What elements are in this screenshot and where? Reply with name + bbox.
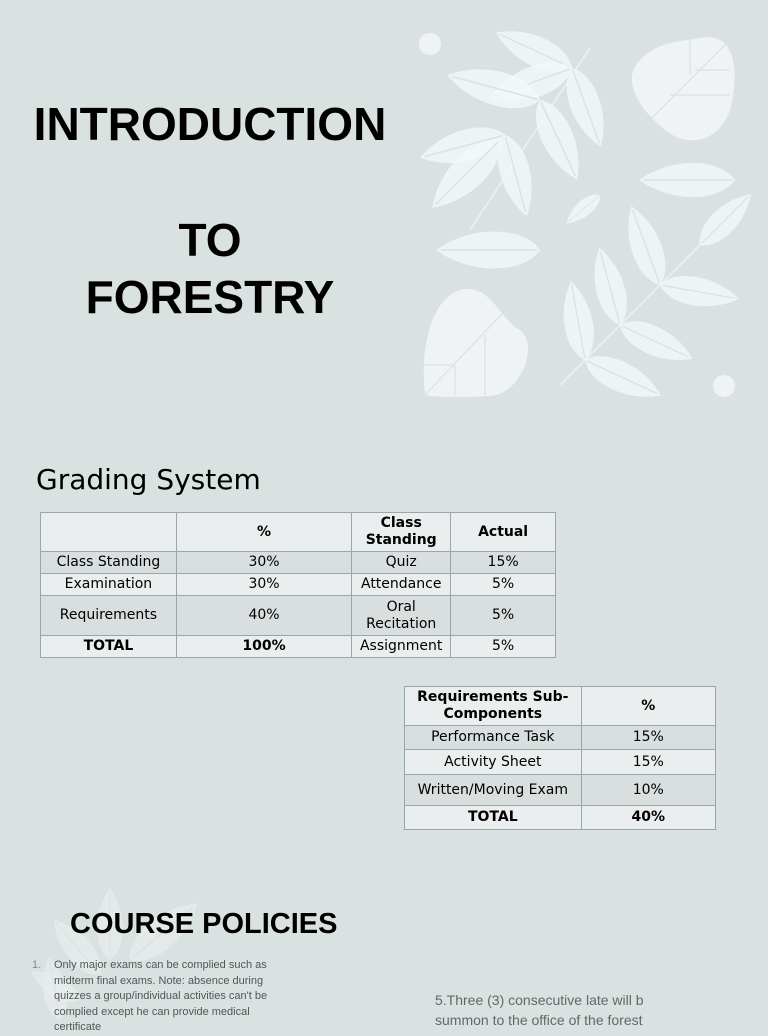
policy-item-5: 5.Three (3) consecutive late will b summon to the office of the forest [435, 992, 644, 1028]
table-cell: 40% [581, 806, 715, 830]
table-row [41, 552, 556, 574]
header-cell [41, 513, 177, 552]
table-header-row [405, 687, 716, 726]
course-policies-heading: COURSE POLICIES [70, 908, 338, 940]
table-cell: Written/Moving Exam [405, 775, 582, 806]
table-cell: Attendance [352, 574, 451, 596]
leaf-branch-top [416, 19, 615, 269]
leaf-branch-bottom [557, 185, 760, 409]
table-cell: 40% [176, 596, 351, 636]
table-cell: Assignment [352, 636, 451, 658]
table-cell: TOTAL [405, 806, 582, 830]
table-cell: Examination [41, 574, 177, 596]
table-row [41, 596, 556, 636]
table-cell: Oral Recitation [352, 596, 451, 636]
table-cell: 30% [176, 552, 351, 574]
table-cell: 5% [451, 636, 556, 658]
table-row [41, 574, 556, 596]
table-cell: Requirements [41, 596, 177, 636]
table-cell: 5% [451, 596, 556, 636]
table-cell: 15% [581, 750, 715, 775]
table-cell: Quiz [352, 552, 451, 574]
table-cell: Performance Task [405, 726, 582, 750]
table-cell: 5% [451, 574, 556, 596]
header-cell: Class Standing [352, 513, 451, 552]
table-total-row [41, 636, 556, 658]
table-cell: Activity Sheet [405, 750, 582, 775]
table-row [405, 726, 716, 750]
heart-leaf-bottom-left [424, 289, 528, 397]
heart-leaf-top-right [632, 37, 735, 140]
policy-text: Only major exams can be complied such as midterm final exams. Note: absence during quizzes a group/individual activities can't be complied except he can provide medical certificate [54, 959, 268, 1033]
header-cell: Actual [451, 513, 556, 552]
grading-table [40, 512, 556, 658]
requirements-table [404, 686, 716, 830]
table-cell: 100% [176, 636, 351, 658]
grading-system-heading: Grading System [36, 463, 261, 496]
header-cell: Requirements Sub-Components [405, 687, 582, 726]
table-cell: 10% [581, 775, 715, 806]
table-cell: Class Standing [41, 552, 177, 574]
header-cell: % [581, 687, 715, 726]
table-row [405, 775, 716, 806]
table-row [405, 750, 716, 775]
table-cell: 30% [176, 574, 351, 596]
table-total-row [405, 806, 716, 830]
table-header-row [41, 513, 556, 552]
title-line-3: FORESTRY [85, 271, 335, 323]
header-cell: % [176, 513, 351, 552]
list-number: 1. [32, 959, 42, 971]
title-line-1: INTRODUCTION [33, 98, 387, 150]
table-cell: TOTAL [41, 636, 177, 658]
table-cell: 15% [581, 726, 715, 750]
table-cell: 15% [451, 552, 556, 574]
title-line-2: TO [178, 214, 242, 266]
